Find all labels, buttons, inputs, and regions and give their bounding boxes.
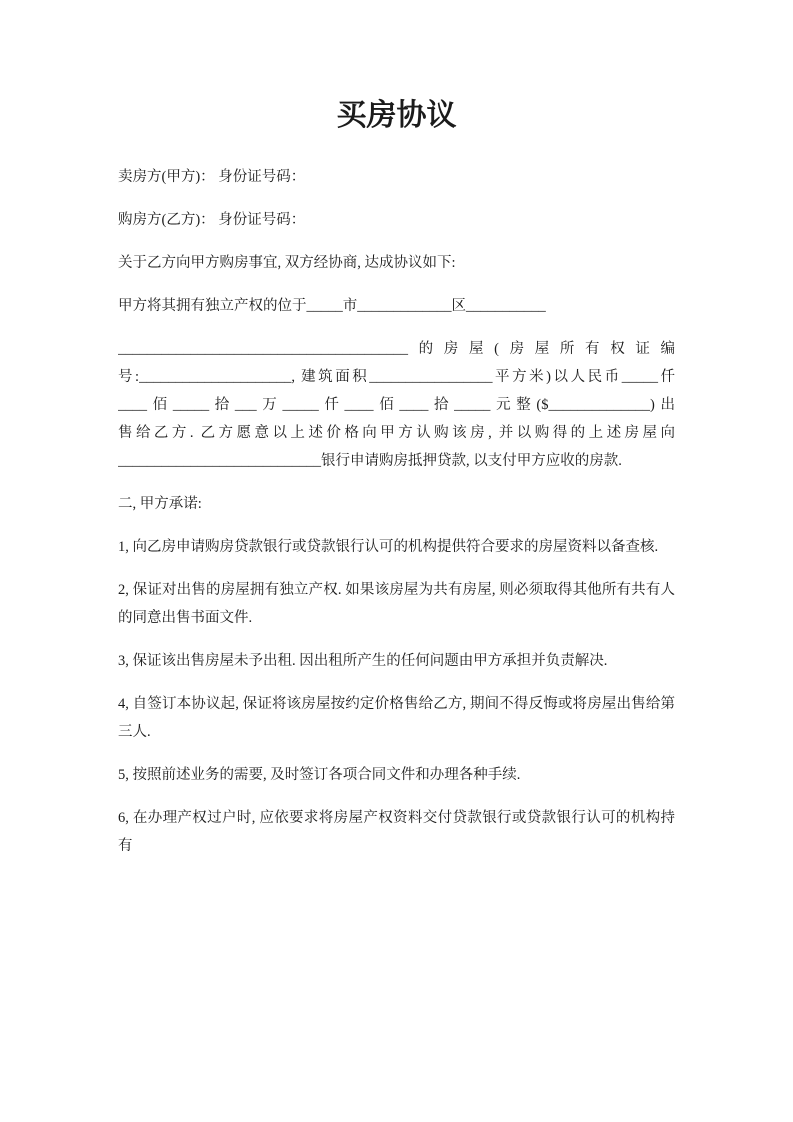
property-cert-number-line: 号:_____________________, 建筑面积_________________平方米)以人民币_____仟	[118, 369, 675, 385]
intro-line: 关于乙方向甲方购房事宜, 双方经协商, 达成协议如下:	[118, 255, 456, 271]
property-cert-blank-line: ________________________________________的房屋(房屋所有权证编	[118, 341, 675, 357]
property-location-line: 甲方将其拥有独立产权的位于_____市_____________区___________	[118, 298, 546, 314]
property-details-paragraph	[118, 335, 675, 475]
property-sale-line: 售给乙方. 乙方愿意以上述价格向甲方认购该房, 并以购得的上述房屋向	[118, 425, 675, 441]
promise-item-3: 3, 保证该出售房屋未予出租. 因出租所产生的任何问题由甲方承担并负责解决.	[118, 653, 608, 669]
promise-item-6: 6, 在办理产权过户时, 应依要求将房屋产权资料交付贷款银行或贷款银行认可的机构持有	[118, 810, 675, 854]
party-b-line: 购房方(乙方)： 身份证号码：	[118, 212, 306, 228]
document-title: 买房协议	[336, 99, 457, 132]
promise-item-1: 1, 向乙房申请购房贷款银行或贷款银行认可的机构提供符合要求的房屋资料以备查核.	[118, 539, 659, 555]
property-price-line: ____佰_____拾___万_____仟____佰____拾_____元整($______________)出	[118, 397, 675, 413]
promise-item-4: 4, 自签订本协议起, 保证将该房屋按约定价格售给乙方, 期间不得反悔或将房屋出售给第三人.	[118, 696, 675, 740]
section-2-heading: 二, 甲方承诺:	[118, 496, 202, 512]
party-a-line: 卖房方(甲方)： 身份证号码：	[118, 169, 306, 185]
promise-item-5: 5, 按照前述业务的需要, 及时签订各项合同文件和办理各种手续.	[118, 767, 521, 783]
property-bank-line: ____________________________银行申请购房抵押贷款, 以支付甲方应收的房款.	[118, 453, 622, 469]
promise-item-2: 2, 保证对出售的房屋拥有独立产权. 如果该房屋为共有房屋, 则必须取得其他所有共有人的同意出售书面文件.	[118, 582, 675, 626]
